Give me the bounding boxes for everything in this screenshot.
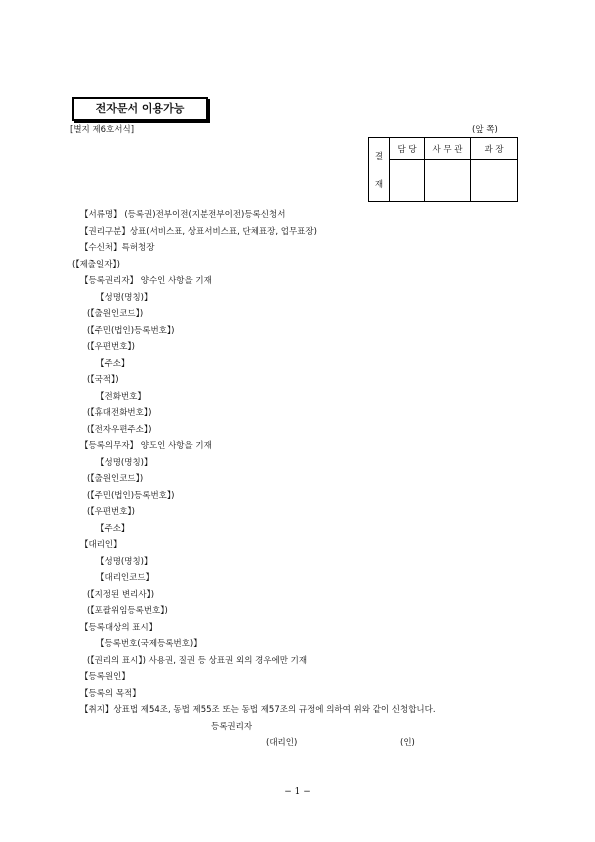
approval-box bbox=[368, 137, 518, 202]
assignee-applicant-code: (【출원인코드】) bbox=[87, 309, 144, 319]
approval-col-officer: 사 무 관 bbox=[425, 138, 471, 160]
registration-cause: 【등록원인】 bbox=[80, 672, 130, 682]
page-side-label: (앞 쪽) bbox=[472, 125, 498, 135]
assignee-phone: 【전화번호】 bbox=[96, 391, 146, 402]
signature-applicant: 등록권리자 bbox=[211, 721, 253, 732]
approval-cell-director[interactable] bbox=[471, 160, 518, 202]
approval-side-label: 결 재 bbox=[369, 138, 390, 202]
agent-code: 【대리인코드】 bbox=[96, 573, 155, 583]
assignee-reg-number: (【주민(법인)등록번호】) bbox=[87, 325, 175, 336]
form-number: [별지 제6호서식] bbox=[70, 125, 135, 135]
right-type: 【권리구분】상표(서비스표, 상표서비스표, 단체표장, 업무표장) bbox=[80, 226, 317, 237]
assignee-nationality: (【국적】) bbox=[87, 375, 119, 385]
submission-date: (【제출일자】) bbox=[72, 259, 120, 270]
general-power-number: (【포괄위임등록번호】) bbox=[87, 606, 168, 616]
assignee-name: 【성명(명칭)】 bbox=[96, 292, 153, 303]
assignee-postal-code: (【우편번호】) bbox=[87, 342, 135, 352]
assignor-applicant-code: (【출원인코드】) bbox=[87, 474, 144, 484]
assignor-heading: 【등록의무자】 양도인 사항을 기재 bbox=[80, 441, 212, 451]
agent-name: 【성명(명칭)】 bbox=[96, 556, 153, 567]
registration-number: 【등록번호(국제등록번호)】 bbox=[96, 639, 202, 649]
approval-col-director: 과 장 bbox=[471, 138, 518, 160]
approval-col-staff: 담 당 bbox=[390, 138, 425, 160]
approval-cell-officer[interactable] bbox=[425, 160, 471, 202]
registration-purpose: 【등록의 목적】 bbox=[80, 688, 141, 699]
approval-cell-staff[interactable] bbox=[390, 160, 425, 202]
assignee-heading: 【등록권리자】 양수인 사항을 기재 bbox=[80, 276, 212, 286]
assignor-address: 【주소】 bbox=[96, 523, 130, 534]
signature-agent: (대리인) bbox=[266, 738, 298, 748]
assignor-postal-code: (【우편번호】) bbox=[87, 507, 135, 517]
assignor-reg-number: (【주민(법인)등록번호】) bbox=[87, 490, 175, 501]
agent-heading: 【대리인】 bbox=[80, 540, 122, 550]
page-number: − 1 − bbox=[284, 787, 311, 797]
designated-attorney: (【지정된 변리사】) bbox=[87, 589, 155, 600]
signature-seal: (인) bbox=[400, 738, 415, 748]
recipient: 【수신처】특허청장 bbox=[80, 243, 155, 253]
right-indication: (【권리의 표시】) 사용권, 질권 등 상표권 외의 경우에만 기재 bbox=[87, 655, 308, 666]
assignor-name: 【성명(명칭)】 bbox=[96, 457, 153, 468]
assignee-email: (【전자우편주소】) bbox=[87, 424, 152, 435]
assignee-address: 【주소】 bbox=[96, 358, 130, 369]
purpose-statement: 【취지】상표법 제54조, 동법 제55조 또는 동법 제57조의 규정에 의하여 위와 같이 신청합니다. bbox=[80, 705, 436, 715]
doc-name: 【서류명】 (등록권)전부이전(지분전부이전)등록신청서 bbox=[80, 210, 286, 220]
e-document-badge: 전자문서 이용가능 bbox=[72, 97, 208, 121]
registration-target-heading: 【등록대상의 표시】 bbox=[80, 622, 158, 633]
assignee-mobile: (【휴대전화번호】) bbox=[87, 408, 152, 418]
